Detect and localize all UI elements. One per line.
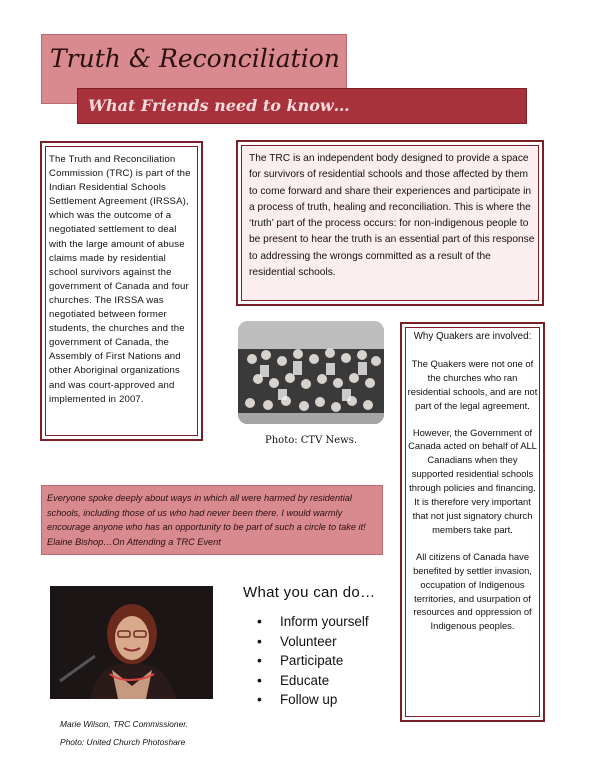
quakers-paragraph: The Quakers were not one of the churches who ran residential schools, and are not part of the legal agreement. (407, 357, 538, 411)
crowd-photo (238, 321, 384, 424)
portrait-caption (60, 715, 210, 751)
actions-list-item: • Inform yourself (252, 612, 369, 632)
quakers-content (406, 330, 539, 646)
portrait-photo (50, 586, 213, 699)
page-title: Truth & Reconciliation (50, 44, 340, 73)
quakers-paragraph: However, the Government of Canada acted on behalf of ALL Canadians when they supported residential schools through policies and financing. It is therefore very important that not just signatory church members take part. (408, 426, 537, 535)
actions-list (252, 612, 369, 710)
page-subtitle: What Friends need to know… (88, 96, 350, 115)
photo-caption: Photo: CTV News. (265, 435, 358, 446)
actions-heading: What you can do… (243, 584, 376, 601)
portrait-caption-name: Marie Wilson, TRC Commissioner. (60, 719, 189, 729)
actions-list-item: • Follow up (252, 690, 369, 710)
actions-list-item: • Volunteer (252, 632, 369, 652)
portrait-caption-credit: Photo: United Church Photoshare (60, 737, 186, 747)
actions-list-item: • Participate (252, 651, 369, 671)
quakers-heading: Why Quakers are involved: (413, 331, 532, 342)
trc-text: The TRC is an independent body designed to provide a space for survivors of residential schools and those affected by them to come forward and share their experiences and participate in a process of truth, healing and reconciliation. This is where the ‘truth’ part of the process occurs: for non-indigenous people to be present to hear the truth is an essential part of this response to addressing the wrongs committed as a result of the residential schools. (249, 153, 535, 279)
quote-text: Everyone spoke deeply about ways in which all were harmed by residential schools, including those of us who had never been there. I would warmly encourage anyone who has an opportunity to be part of such a circle to take it! Elaine Bishop…On Attending a TRC Event (47, 493, 366, 547)
actions-list-item: • Educate (252, 671, 369, 691)
intro-text: The Truth and Reconciliation Commission (TRC) is part of the Indian Residential Schools Settlement Agreement (IRSSA), which was the outcome of a negotiated settlement to deal with the large amount of abuse claims made by residential school survivors against the government of Canada and four churches. The IRSSA was negotiated between former students, the churches and the government of Canada, the Assembly of First Nations and other Aboriginal organizations and was court-approved and implemented in 2007. (49, 154, 191, 405)
quakers-paragraph: All citizens of Canada have benefited by settler invasion, occupation of Indigenous territories, and usurpation of resources and oppression of Indigenous peoples. (413, 550, 532, 632)
